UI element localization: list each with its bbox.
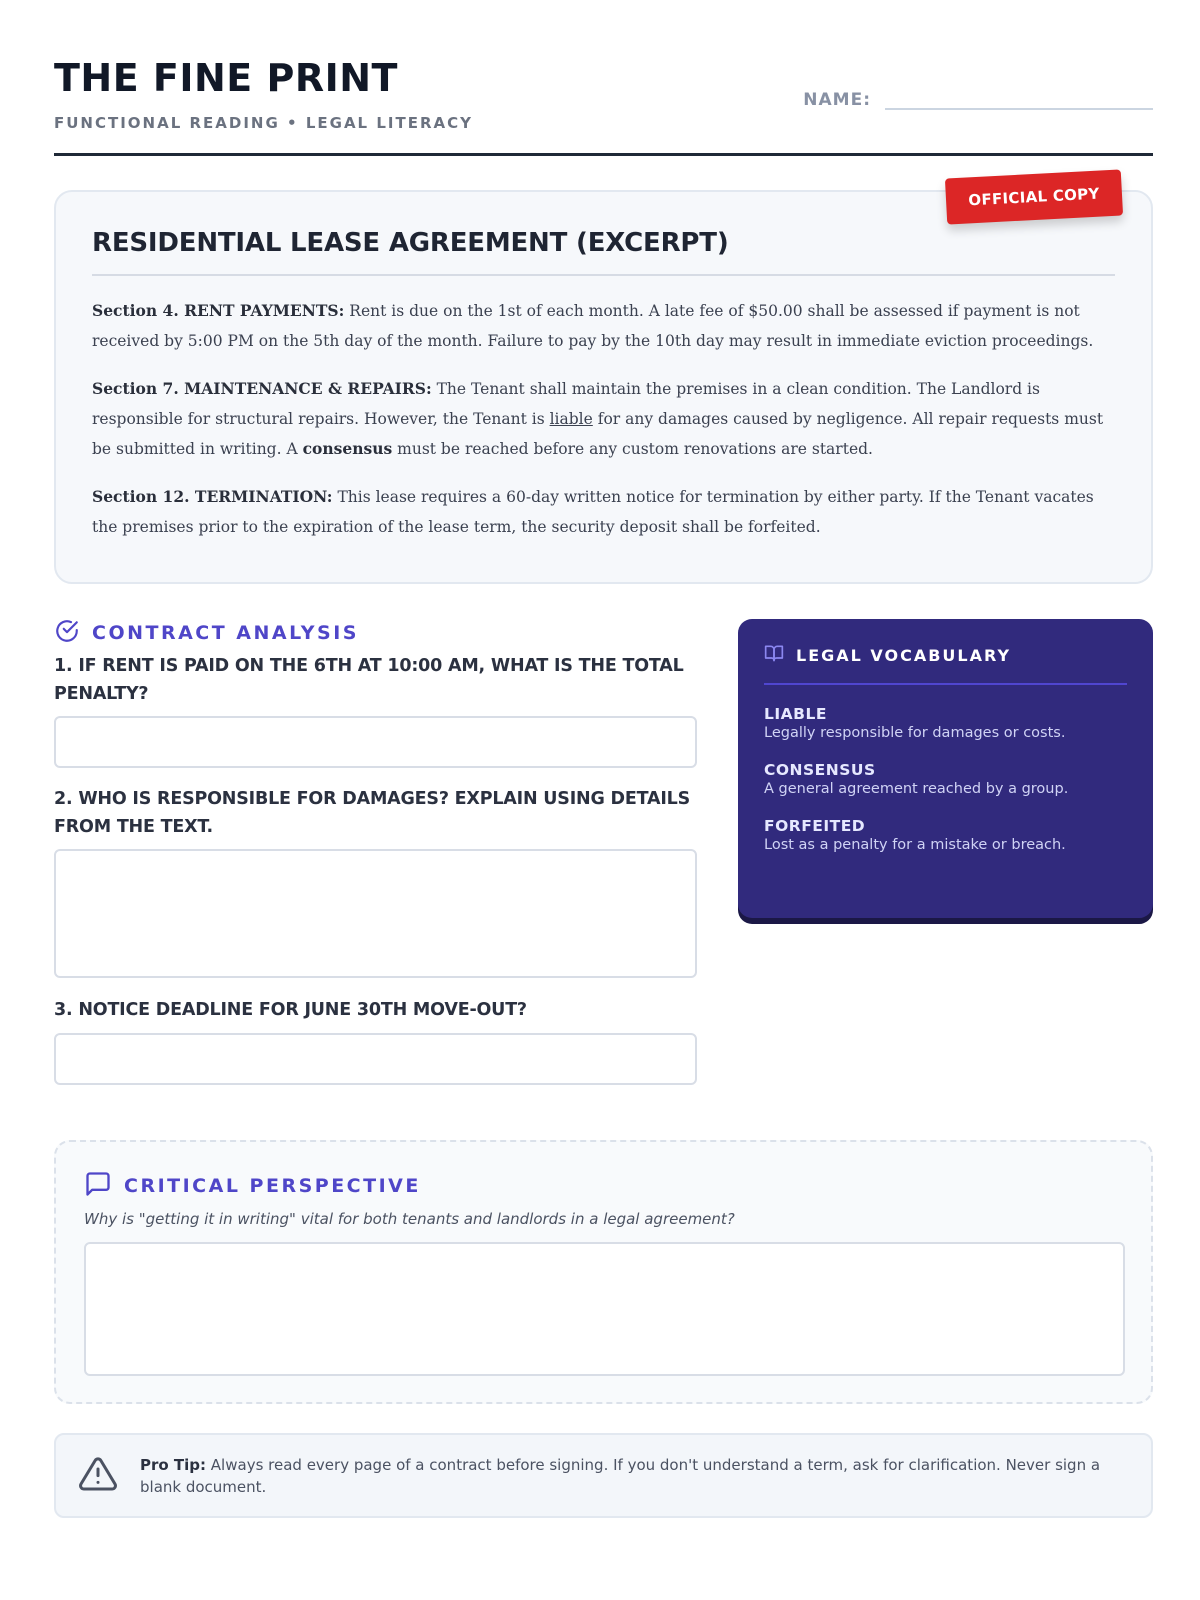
vocab-term — [764, 705, 1127, 741]
question-2-label: 2. WHO IS RESPONSIBLE FOR DAMAGES? EXPLAIN USING DETAILS FROM THE TEXT. — [54, 789, 690, 837]
section-heading: Section 7. MAINTENANCE & REPAIRS: — [92, 379, 432, 398]
pro-tip-label: Pro Tip: — [140, 1455, 207, 1474]
answer-2-field[interactable] — [54, 849, 697, 978]
section-text: This lease requires a 60-day written notice for termination by either party. If the Tenant vacates the premises prior to the expiration of the lease term, the security deposit shall be forfeited. — [92, 488, 1094, 536]
vocab-word: CONSENSUS — [764, 761, 876, 779]
vocabulary-heading-text: LEGAL VOCABULARY — [796, 645, 1012, 665]
lease-excerpt-card — [54, 190, 1153, 584]
answer-3-field[interactable] — [54, 1033, 697, 1085]
contract-analysis-heading — [54, 618, 359, 648]
vocab-definition: Lost as a penalty for a mistake or breach. — [764, 837, 1066, 853]
lease-title: RESIDENTIAL LEASE AGREEMENT (EXCERPT) — [92, 228, 1115, 276]
lease-section-12 — [92, 482, 1115, 542]
section-text: for any damages caused by negligence. All repair requests must be submitted in writing. A — [92, 410, 1104, 458]
section-heading-text: CONTRACT ANALYSIS — [92, 622, 359, 644]
vocab-term — [764, 761, 1127, 797]
official-copy-stamp: OFFICIAL COPY — [945, 169, 1123, 224]
worksheet-header — [54, 56, 1153, 156]
section-heading: Section 4. RENT PAYMENTS: — [92, 301, 345, 320]
question-3-label: 3. NOTICE DEADLINE FOR JUNE 30TH MOVE-OUT? — [54, 1000, 527, 1020]
vocab-definition: Legally responsible for damages or costs. — [764, 725, 1066, 741]
vocab-word: LIABLE — [764, 705, 827, 723]
section-heading: Section 12. TERMINATION: — [92, 487, 333, 506]
critical-question: Why is "getting it in writing" vital for both tenants and landlords in a legal agreement? — [84, 1210, 735, 1228]
name-field[interactable] — [885, 84, 1153, 110]
critical-heading-text: CRITICAL PERSPECTIVE — [124, 1175, 421, 1197]
lease-section-7 — [92, 374, 1115, 464]
page-subtitle: FUNCTIONAL READING • LEGAL LITERACY — [54, 114, 473, 132]
critical-perspective-box — [54, 1140, 1153, 1404]
alert-triangle-icon — [78, 1454, 118, 1498]
pro-tip-text — [140, 1454, 1129, 1498]
message-square-icon — [84, 1170, 112, 1202]
check-circle-icon — [54, 618, 80, 648]
legal-vocabulary-box — [738, 619, 1153, 918]
lease-sections — [92, 296, 1115, 542]
name-field-group — [803, 84, 1153, 110]
section-text: The Tenant shall maintain the premises in a clean condition. The Landlord is responsible for structural repairs. However, the Tenant is — [92, 380, 1040, 428]
lease-section-4 — [92, 296, 1115, 356]
page-title: THE FINE PRINT — [54, 56, 398, 100]
name-label: NAME: — [803, 90, 871, 110]
vocab-term — [764, 817, 1127, 853]
section-text: must be reached before any custom renovations are started. — [392, 440, 873, 458]
vocabulary-heading — [764, 643, 1127, 685]
section-text: Rent is due on the 1st of each month. A late fee of $50.00 shall be assessed if payment is not received by 5:00 PM on the 5th day of the month. Failure to pay by the 10th day may result in immediate eviction proceedings. — [92, 302, 1094, 350]
vocab-word: FORFEITED — [764, 817, 866, 835]
critical-answer-field[interactable] — [84, 1242, 1125, 1376]
answer-1-field[interactable] — [54, 716, 697, 768]
pro-tip-body: Always read every page of a contract before signing. If you don't understand a term, ask for clarification. Never sign a blank document. — [140, 1455, 1101, 1496]
pro-tip-box — [54, 1433, 1153, 1518]
question-1-label: 1. IF RENT IS PAID ON THE 6TH AT 10:00 AM, WHAT IS THE TOTAL PENALTY? — [54, 656, 684, 704]
term-liable: liable — [549, 410, 593, 428]
critical-perspective-heading — [84, 1170, 1123, 1202]
term-consensus: consensus — [302, 439, 393, 458]
vocab-definition: A general agreement reached by a group. — [764, 781, 1069, 797]
book-open-icon — [764, 643, 784, 667]
